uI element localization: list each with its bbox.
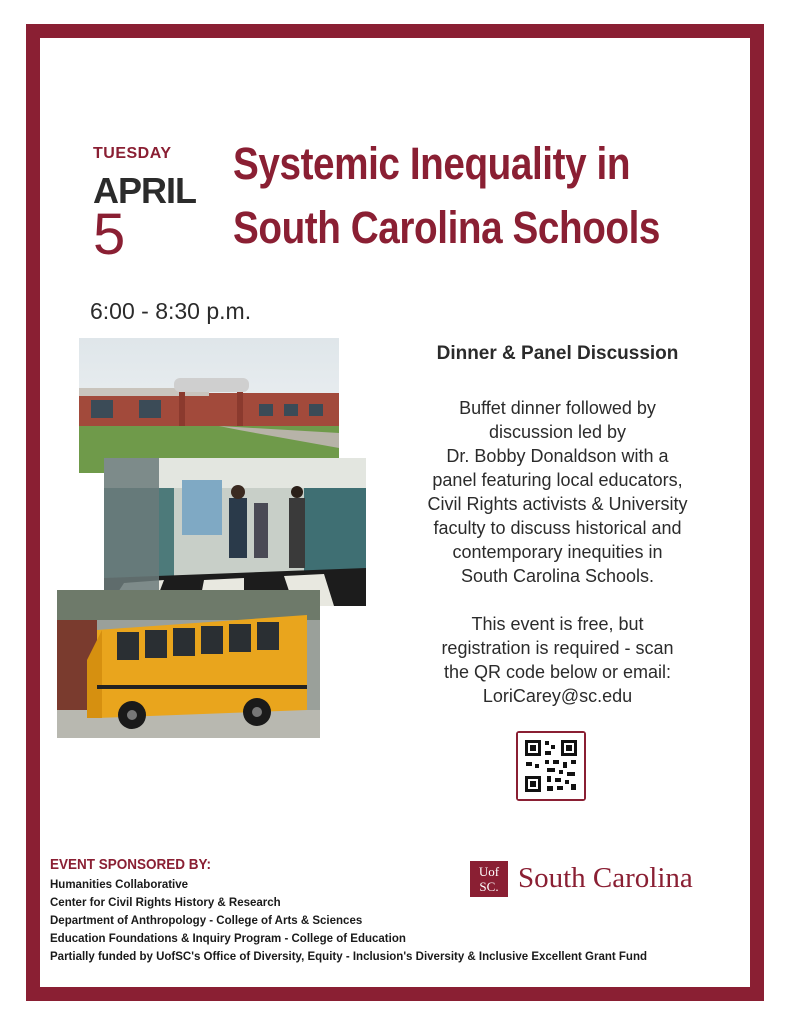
event-month: APRIL xyxy=(93,170,196,211)
title-line-2: South Carolina Schools xyxy=(233,202,661,253)
university-logo-mark xyxy=(470,861,508,897)
registration-line: registration is required - scan xyxy=(441,638,674,658)
description-line: Dr. Bobby Donaldson with a xyxy=(446,446,669,466)
logo-mark-line-1: Uof xyxy=(478,864,500,879)
description-line: contemporary inequities in xyxy=(452,542,663,562)
description-line: Civil Rights activists & University xyxy=(427,494,688,514)
school-hallway-photo xyxy=(104,458,366,606)
sponsors-heading: EVENT SPONSORED BY: xyxy=(50,856,212,873)
contact-email[interactable]: LoriCarey@sc.edu xyxy=(482,686,633,706)
description-line: discussion led by xyxy=(488,422,627,442)
sponsor-item: Center for Civil Rights History & Research xyxy=(50,897,281,909)
logo-mark-line-2: SC. xyxy=(479,879,499,894)
school-bus-photo xyxy=(57,590,320,738)
description-paragraph xyxy=(395,396,720,588)
event-subhead: Dinner & Panel Discussion xyxy=(436,343,679,364)
sponsor-item: Partially funded by UofSC's Office of Diversity, Equity - Inclusion's Diversity & Inclusive Excellent Grant Fund xyxy=(50,951,648,963)
registration-line: the QR code below or email: xyxy=(443,662,672,682)
qr-code-icon[interactable] xyxy=(516,731,586,801)
event-date: 5 xyxy=(93,202,126,267)
description-line: Buffet dinner followed by xyxy=(459,398,656,418)
sponsor-item: Education Foundations & Inquiry Program - College of Education xyxy=(50,933,406,945)
description-line: faculty to discuss historical and xyxy=(433,518,682,538)
description-line: South Carolina Schools. xyxy=(460,566,655,586)
event-day: TUESDAY xyxy=(93,145,172,162)
sponsor-item: Department of Anthropology - College of Arts & Sciences xyxy=(50,915,363,927)
registration-paragraph xyxy=(395,612,720,708)
event-title xyxy=(233,132,663,260)
registration-line: This event is free, but xyxy=(471,614,644,634)
sponsor-item: Humanities Collaborative xyxy=(50,879,189,891)
title-line-1: Systemic Inequality in xyxy=(233,138,631,189)
school-building-photo xyxy=(79,338,339,473)
event-time: 6:00 - 8:30 p.m. xyxy=(90,298,252,324)
description-line: panel featuring local educators, xyxy=(432,470,683,490)
event-description xyxy=(395,396,720,708)
university-logo-text: South Carolina xyxy=(518,862,693,894)
